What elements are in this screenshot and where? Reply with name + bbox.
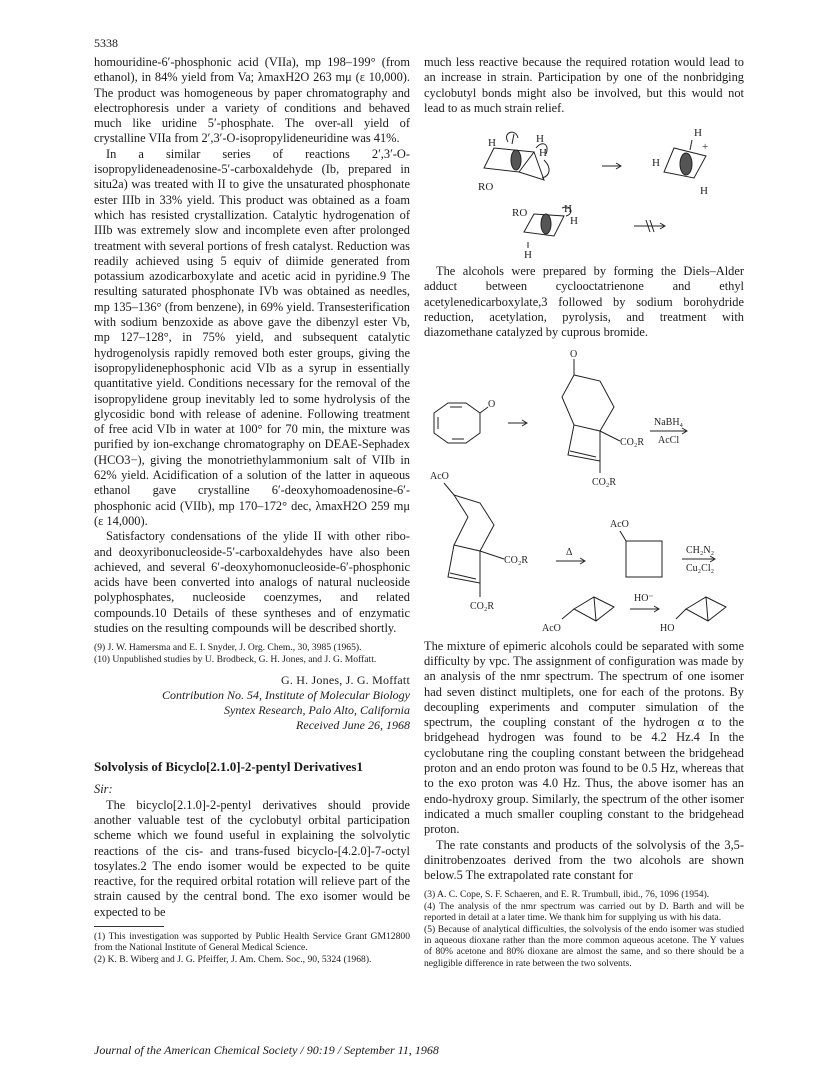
affiliation-2: Syntex Research, Palo Alto, California — [224, 703, 410, 718]
scheme-label-ro2: RO — [512, 207, 528, 220]
scheme-label-h6: H — [700, 185, 708, 198]
footnote-1: (1) This investigation was supported by Public Health Service Grant GM12800 from the National Institute of General Medical Science. — [94, 931, 410, 954]
page-number: 5338 — [94, 36, 118, 50]
footnote-5: (5) Because of analytical difficulties, the solvolysis of the endo isomer was studied in aqueous dioxane rather than the more common aqueous acetone. The Y values of 80% acetone and 80% dioxane are almost the same, and so there should be a negligible difference in rate between the two solvents. — [424, 923, 744, 969]
salutation: Sir: — [94, 782, 113, 797]
left-paragraph-3: Satisfactory condensations of the ylide II with other ribo- and deoxyribonucleoside-5′-carboxaldehydes have also been achieved, and several 6′-deoxyhomonucleoside-6′-phosphonic acids have been converted into analogs of natural nucleoside polyphosphates, nucleoside coenzymes, and related compounds.10 Details of these syntheses and of enzymatic studies on the resulting compounds will be described shortly. — [94, 529, 410, 635]
label-o1: O — [488, 398, 496, 410]
footnote-9: (9) J. W. Hamersma and E. I. Snyder, J. Org. Chem., 30, 3985 (1965). — [94, 642, 362, 654]
footnote-rule — [94, 926, 164, 927]
right-paragraph-3: The mixture of epimeric alcohols could be separated with some difficulty by vpc. The assignment of configuration was made by an analysis of the nmr spectrum. The spectrum of one isomer had seven distinct multiplets, one for each of the protons. By decoupling experiments and computer simulation of the spectrum, the coupling constant of the hydrogen α to the bridgehead hydrogen was found to be 4.2 Hz.4 In the cyclobutane ring the coupling constant between the bridgehead proton and an endo proton was found to be 0.5 Hz, whereas that to the exo proton was 4.0 Hz. Thus, the above isomer has an endo-hydroxy group. Similarly, the spectrum of the other isomer indicated a much smaller coupling constant to the bridgehead proton. — [424, 638, 744, 837]
label-ho: HO — [660, 622, 675, 634]
label-delta: Δ — [566, 546, 573, 558]
scheme-label-h5: H — [652, 157, 660, 170]
label-ho-minus: HO⁻ — [634, 592, 654, 604]
scheme-label-h1: H — [488, 137, 496, 150]
scheme-label-h7: H — [564, 203, 572, 216]
scheme-label-h3: H — [539, 147, 547, 160]
journal-footer: Journal of the American Chemical Society / 90:19 / September 11, 1968 — [94, 1043, 439, 1057]
synthesis-scheme — [424, 345, 744, 635]
rotation-scheme — [424, 120, 744, 260]
scheme-label-h2: H — [536, 133, 544, 146]
affiliation-1: Contribution No. 54, Institute of Molecular Biology — [162, 688, 410, 703]
right-column — [424, 55, 744, 969]
label-co2r-3: CO₂R — [504, 554, 529, 566]
footnote-10: (10) Unpublished studies by U. Brodbeck, G. H. Jones, and J. G. Moffatt. — [94, 653, 377, 665]
scheme-label-h9: H — [524, 249, 532, 261]
article-title: Solvolysis of Bicyclo[2.1.0]-2-pentyl Derivatives1 — [94, 759, 363, 775]
left-paragraph-1: homouridine-6′-phosphonic acid (VIIa), mp 198–199° (from ethanol), in 84% yield from Va; λmaxH2O 263 mμ (ε 10,000). The product was homogeneous by paper chromatography and electrophoresis under a variety of conditions and behaved much like uridine 5′-phosphate. The over-all yield of crystalline VIIa from 2′,3′-O-isopropylideneuridine was 41%. — [94, 55, 410, 146]
label-aco-2: AcO — [610, 518, 629, 530]
label-aco-3: AcO — [542, 622, 561, 634]
signature-block — [94, 673, 410, 733]
label-aco-1: AcO — [430, 470, 449, 482]
left-paragraph-2: In a similar series of reactions 2′,3′-O-isopropylideneadenosine-5′-carboxaldehyde (Ib, prepared in situ2a) was treated with II to give the unsaturated phosphonate ester IIIb in 33% yield. This product was obtained as a foam which has resisted crystallization. Catalytic hydrogenation of IIIb was extremely slow and incomplete even after prolonged treatment with several portions of fresh catalyst. Reduction was readily achieved using 5 equiv of diimide generated from potassium azodicarboxylate and acetic acid in pyridine.9 The resulting saturated phosphonate IVb was obtained as needles, mp 135–136° (from benzene), in 69% yield. Transesterification with sodium benzoxide as above gave the dibenzyl ester Vb, mp 127–128°, in 75% yield, and subsequent catalytic hydrogenolysis rapidly removed both ester groups, giving the isopropylidenephosphonic acid VIb as a syrup in essentially quantitative yield. Conditions necessary for the removal of the isopropylidene group inevitably led to some hydrolysis of the glycosidic bond with release of adenine. Following treatment of free acid VIb in water at 100° for 70 min, the mixture was purified by ion-exchange chromatography on DEAE-Sephadex (HCO3−), giving the monotriethylammonium salt of VIIb in 62% yield. Acidification of a solution of the latter in aqueous ethanol gave crystalline 6′-deoxyhomoadenosine-6′-phosphonic acid (VIIb), mp 170–172° dec, λmaxH2O 259 mμ (ε 14,000). — [94, 146, 410, 528]
received-date: Received June 26, 1968 — [296, 718, 410, 733]
label-co2r-2: CO₂R — [592, 476, 617, 488]
scheme-label-h8: H — [570, 215, 578, 228]
footnote-4: (4) The analysis of the nmr spectrum was carried out by D. Barth and will be reported in detail at a later time. We thank him for supplying us with his data. — [424, 900, 744, 924]
label-o2: O — [570, 348, 578, 360]
label-co2r-1: CO₂R — [620, 436, 645, 448]
right-paragraph-4: The rate constants and products of the solvolysis of the 3,5-dinitrobenzoates derived from the two alcohols are shown below.5 The extrapolated rate constant for — [424, 837, 744, 883]
label-nabh4: NaBH₄ — [654, 416, 684, 428]
scheme-label-plus: + — [702, 141, 709, 154]
label-ch2n2: CH₂N₂ — [686, 544, 715, 556]
left-paragraph-4: The bicyclo[2.1.0]-2-pentyl derivatives should provide another valuable test of the cyclobutyl orbital participation scheme which we found useful in explaining the solvolytic reactions of the cis- and trans-fused bicyclo-[4.2.0]-7-octyl tosylates.2 The endo isomer would be expected to be quite reactive, for the required orbital rotation will relieve part of the strain caused by the central bond. The exo isomer would be expected to be — [94, 797, 410, 919]
author-names: G. H. Jones, J. G. Moffatt — [281, 673, 410, 688]
label-accl: AcCl — [658, 434, 680, 446]
label-co2r-4: CO₂R — [470, 600, 495, 612]
footnote-3: (3) A. C. Cope, S. F. Schaeren, and E. R. Trumbull, ibid., 76, 1096 (1954). — [424, 889, 710, 901]
right-paragraph-2: The alcohols were prepared by forming the Diels–Alder adduct between cyclooctatrienone and ethyl acetylenedicarboxylate,3 followed by sodium borohydride reduction, acetylation, pyrolysis, and treatment with diazomethane catalyzed by cuprous bromide. — [424, 264, 744, 340]
left-column — [94, 55, 410, 965]
scheme-label-h4: H — [694, 127, 702, 140]
footnote-2: (2) K. B. Wiberg and J. G. Pfeiffer, J. Am. Chem. Soc., 90, 5324 (1968). — [94, 953, 372, 965]
right-paragraph-1: much less reactive because the required rotation would lead to an increase in strain. Participation by one of the nonbridging cyclobutyl bonds might also be involved, but this would not lead to as much strain relief. — [424, 55, 744, 115]
label-cu2cl2: Cu₂Cl₂ — [686, 562, 715, 574]
scheme-label-ro1: RO — [478, 181, 494, 194]
